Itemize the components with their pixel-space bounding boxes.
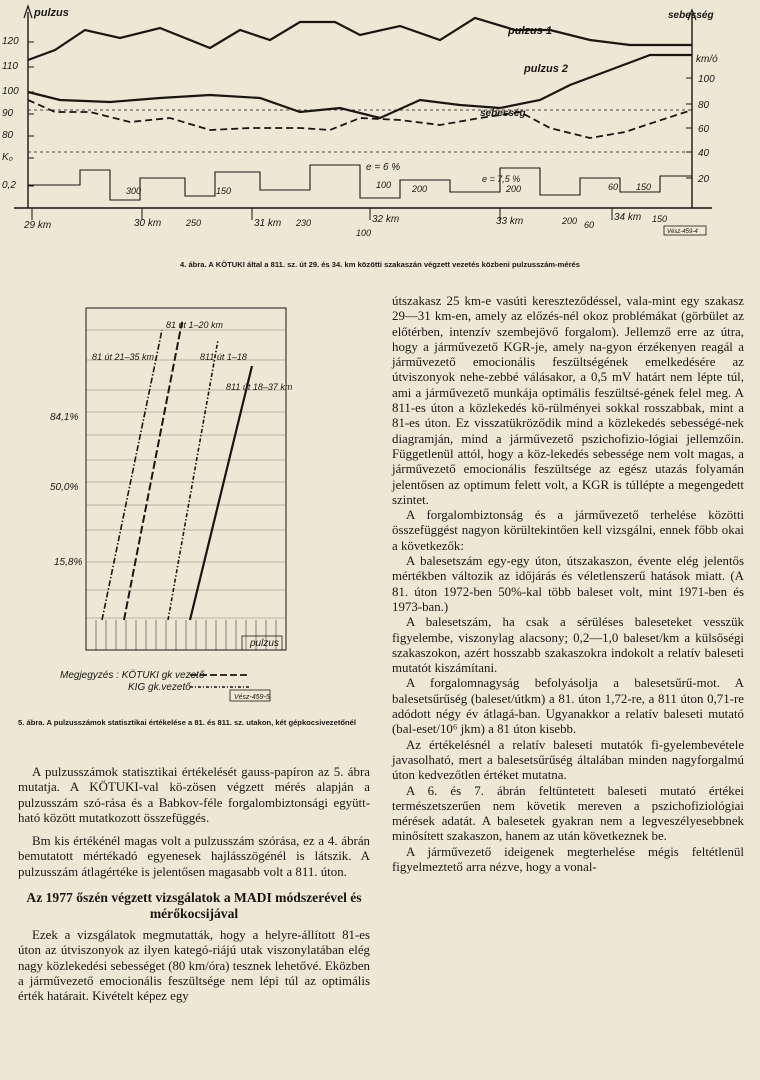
paragraph: A pulzusszámok statisztikai értékelését gauss-papíron az 5. ábra mutatja. A KÖTUKI-val kö-zösen végzett mérés alapján a pulzusszám szó-rása és a Babkov-féle forgalombiztonsági együtt-ható között mutatkozott összefüggés. [18, 765, 370, 825]
figure-code: Vész-459-5 [234, 694, 270, 701]
figure-4-chart [0, 0, 760, 250]
line-label: 811 út 18–37 km [226, 382, 293, 392]
km-label: 33 km [496, 216, 524, 227]
curve-label: 300 [126, 186, 142, 196]
pulzus-label: pulzus [250, 638, 279, 649]
km-label: 34 km [614, 212, 642, 223]
paragraph: Az értékelésnél a relatív baleseti mutatók fi-gyelembevétele javasolható, mert a balesetsűrűség általában minden nagyforgalmú úton kedvezőtlen értéket mutatna. [392, 737, 744, 783]
line-label: 811 út 1–18 [200, 352, 247, 362]
figure-5-chart [40, 300, 340, 710]
line-label: 81 út 1–20 km [166, 320, 224, 330]
paragraph: Bm kis értékénél magas volt a pulzusszám szórása, ez a 4. ábrán bemutatott mértékadó egyenesek hajlásszögénél is látszik. A pulzusszám átlagértéke is jelentősen magasabb volt a 811. úton. [18, 834, 370, 879]
km-label: 29 km [24, 220, 52, 231]
km-label: 31 km [254, 218, 282, 229]
line-label: 81 út 21–35 km [92, 352, 155, 362]
curve-label: 60 [608, 182, 619, 192]
left-tick: 90 [2, 108, 14, 119]
e-label: e = 7,5 % [482, 174, 521, 184]
paragraph: A forgalombiztonság és a járművezető terhelése közötti összefüggést nagyon körültekintően kell vizsgálni, ennek főbb okai a következők: [392, 508, 744, 553]
paragraph: útszakasz 25 km-e vasúti kereszteződéssel, vala-mint egy szakasz 29—31 km-en, amely az előzés-nél okoz problémákat (görbület az előtérben, intenzív szembejövő forgalom). Jellemző erre az útra, hogy a járművezető KGR-je, amely na-gyon érzékenyen reagál a járművezető emocionális feszültségének emelkedésére az útviszonyok nehe-zebbé válásakor, a 0,5 mV határt nem lépte túl, ami a járművezető munkája optimális feszültsé-gének felel meg. A 811-es úton a közlekedés kö-rülményei sokkal rosszabbak, mint a 81-es úton. Ez visszatükröződik mind a közlekedés sebességé-nek diagramján, mind a járművezető pszichofizio-lógiai jellemzőin. Függetlenül attól, hogy a köz-lekedés sebessége nem volt magas, a járművezető emocionális feszültsége az egész utazás folyamán jelentősen az optimum felett volt, a KGR is túllépte a megengedett szintet. [392, 294, 744, 507]
left-tick: K₀ [2, 152, 13, 163]
y-tick: 84,1% [50, 412, 79, 423]
right-column [392, 294, 744, 875]
right-tick: 100 [698, 74, 715, 85]
left-tick: 0,2 [2, 180, 16, 191]
left-tick: 100 [2, 86, 19, 97]
y-left-label: pulzus [34, 7, 69, 19]
right-tick: 40 [698, 148, 710, 159]
paragraph: A 6. és 7. ábrán feltüntetett baleseti mutató értékei természetszerűen nem követik mereven a pszichofiziológiai mérések adatát. A balesetek gyakran nem a legveszélyesebbnek minősített szakaszon, hanem az után következnek be. [392, 783, 744, 844]
right-unit: km/ó [696, 54, 718, 65]
section-heading: Az 1977 őszén végzett vizsgálatok a MADI módszerével és mérőkocsijával [26, 890, 362, 922]
series-label-sebesseg: sebesség [480, 108, 526, 119]
left-tick: 120 [2, 36, 19, 47]
left-column [18, 765, 370, 1005]
curve-label: 200 [412, 184, 428, 194]
y-tick: 15,8% [54, 557, 83, 568]
curve-label: 150 [216, 186, 232, 196]
legend-line-1: Megjegyzés : KÖTUKI gk vezető [60, 670, 205, 681]
paragraph: Ezek a vizsgálatok megmutatták, hogy a helyre-állított 81-es úton az útviszonyok az ilyen kategó-riájú utak viszonylatában elég nagy közlekedési sebességet (80 km/óra) tesznek lehetővé. Eközben a járművezető emocionális feszültsége nem lépi túl az optimális érték határait. Kivételt képez egy [18, 928, 370, 1004]
km-label: 30 km [134, 218, 162, 229]
right-tick: 20 [698, 174, 710, 185]
km-label: 32 km [372, 214, 400, 225]
left-tick: 110 [2, 61, 18, 72]
paragraph: A balesetszám egy-egy úton, útszakaszon, évente elég jelentős mértékben változik az időjárás és véletlenszerű hatások miatt. (A 81. úton 1972-ben 50%-kal több baleset volt, mint 1971-ben és 1973-ban.) [392, 554, 744, 614]
series-label-pulzus2: pulzus 2 [524, 63, 569, 75]
radius-label: 100 [356, 228, 372, 238]
y-tick: 50,0% [50, 482, 79, 493]
radius-label: 250 [186, 218, 202, 228]
curve-label: 200 [506, 184, 522, 194]
radius-label: 150 [652, 214, 668, 224]
paragraph: A járművezető ideigenek megterhelése mégis feltétlenül figyelmeztető arra nézve, hogy a vonal- [392, 844, 744, 874]
radius-label: 230 [296, 218, 312, 228]
e-label: e = 6 % [366, 162, 401, 173]
right-tick: 80 [698, 100, 710, 111]
left-tick: 80 [2, 130, 14, 141]
right-tick: 60 [698, 124, 710, 135]
radius-label: 200 [562, 216, 578, 226]
series-label-pulzus1: pulzus 1 [508, 25, 553, 37]
curve-label: 100 [376, 180, 392, 190]
curve-label: 150 [636, 182, 652, 192]
legend-line-2: KIG gk.vezető [128, 682, 191, 693]
paragraph: A forgalomnagyság befolyásolja a balesetsűrű-mot. A balesetsűrűség (baleset/útkm) a 81. úton 1,72-re, a 811 úton 0,71-re adódott négy év átlagá-ban. Ugyanakkor a relatív baleseti mutató (bal-eset/10⁶ jkm) a 81 úton kisebb. [392, 676, 744, 737]
figure-5-caption: 5. ábra. A pulzusszámok statisztikai értékelése a 81. és 811. sz. utakon, két gépkocsivezetőnél [18, 718, 356, 727]
figure-4-caption: 4. ábra. A KÖTUKI által a 811. sz. út 29. és 34. km közötti szakaszán végzett vezetés közbeni pulzusszám-mérés [180, 260, 580, 269]
radius-label: 60 [584, 220, 595, 230]
figure-code: Vész-459-4 [667, 229, 698, 235]
y-right-label: sebesség [668, 10, 714, 21]
paragraph: A balesetszám, ha csak a sérüléses baleseteket vesszük figyelembe, viszonylag alacsony; 0,2—1,0 baleset/km a külsőségi szakaszokon, azért hosszabb szakaszokra indokolt a relatív baleseti mutatót kiszámítani. [392, 615, 744, 676]
